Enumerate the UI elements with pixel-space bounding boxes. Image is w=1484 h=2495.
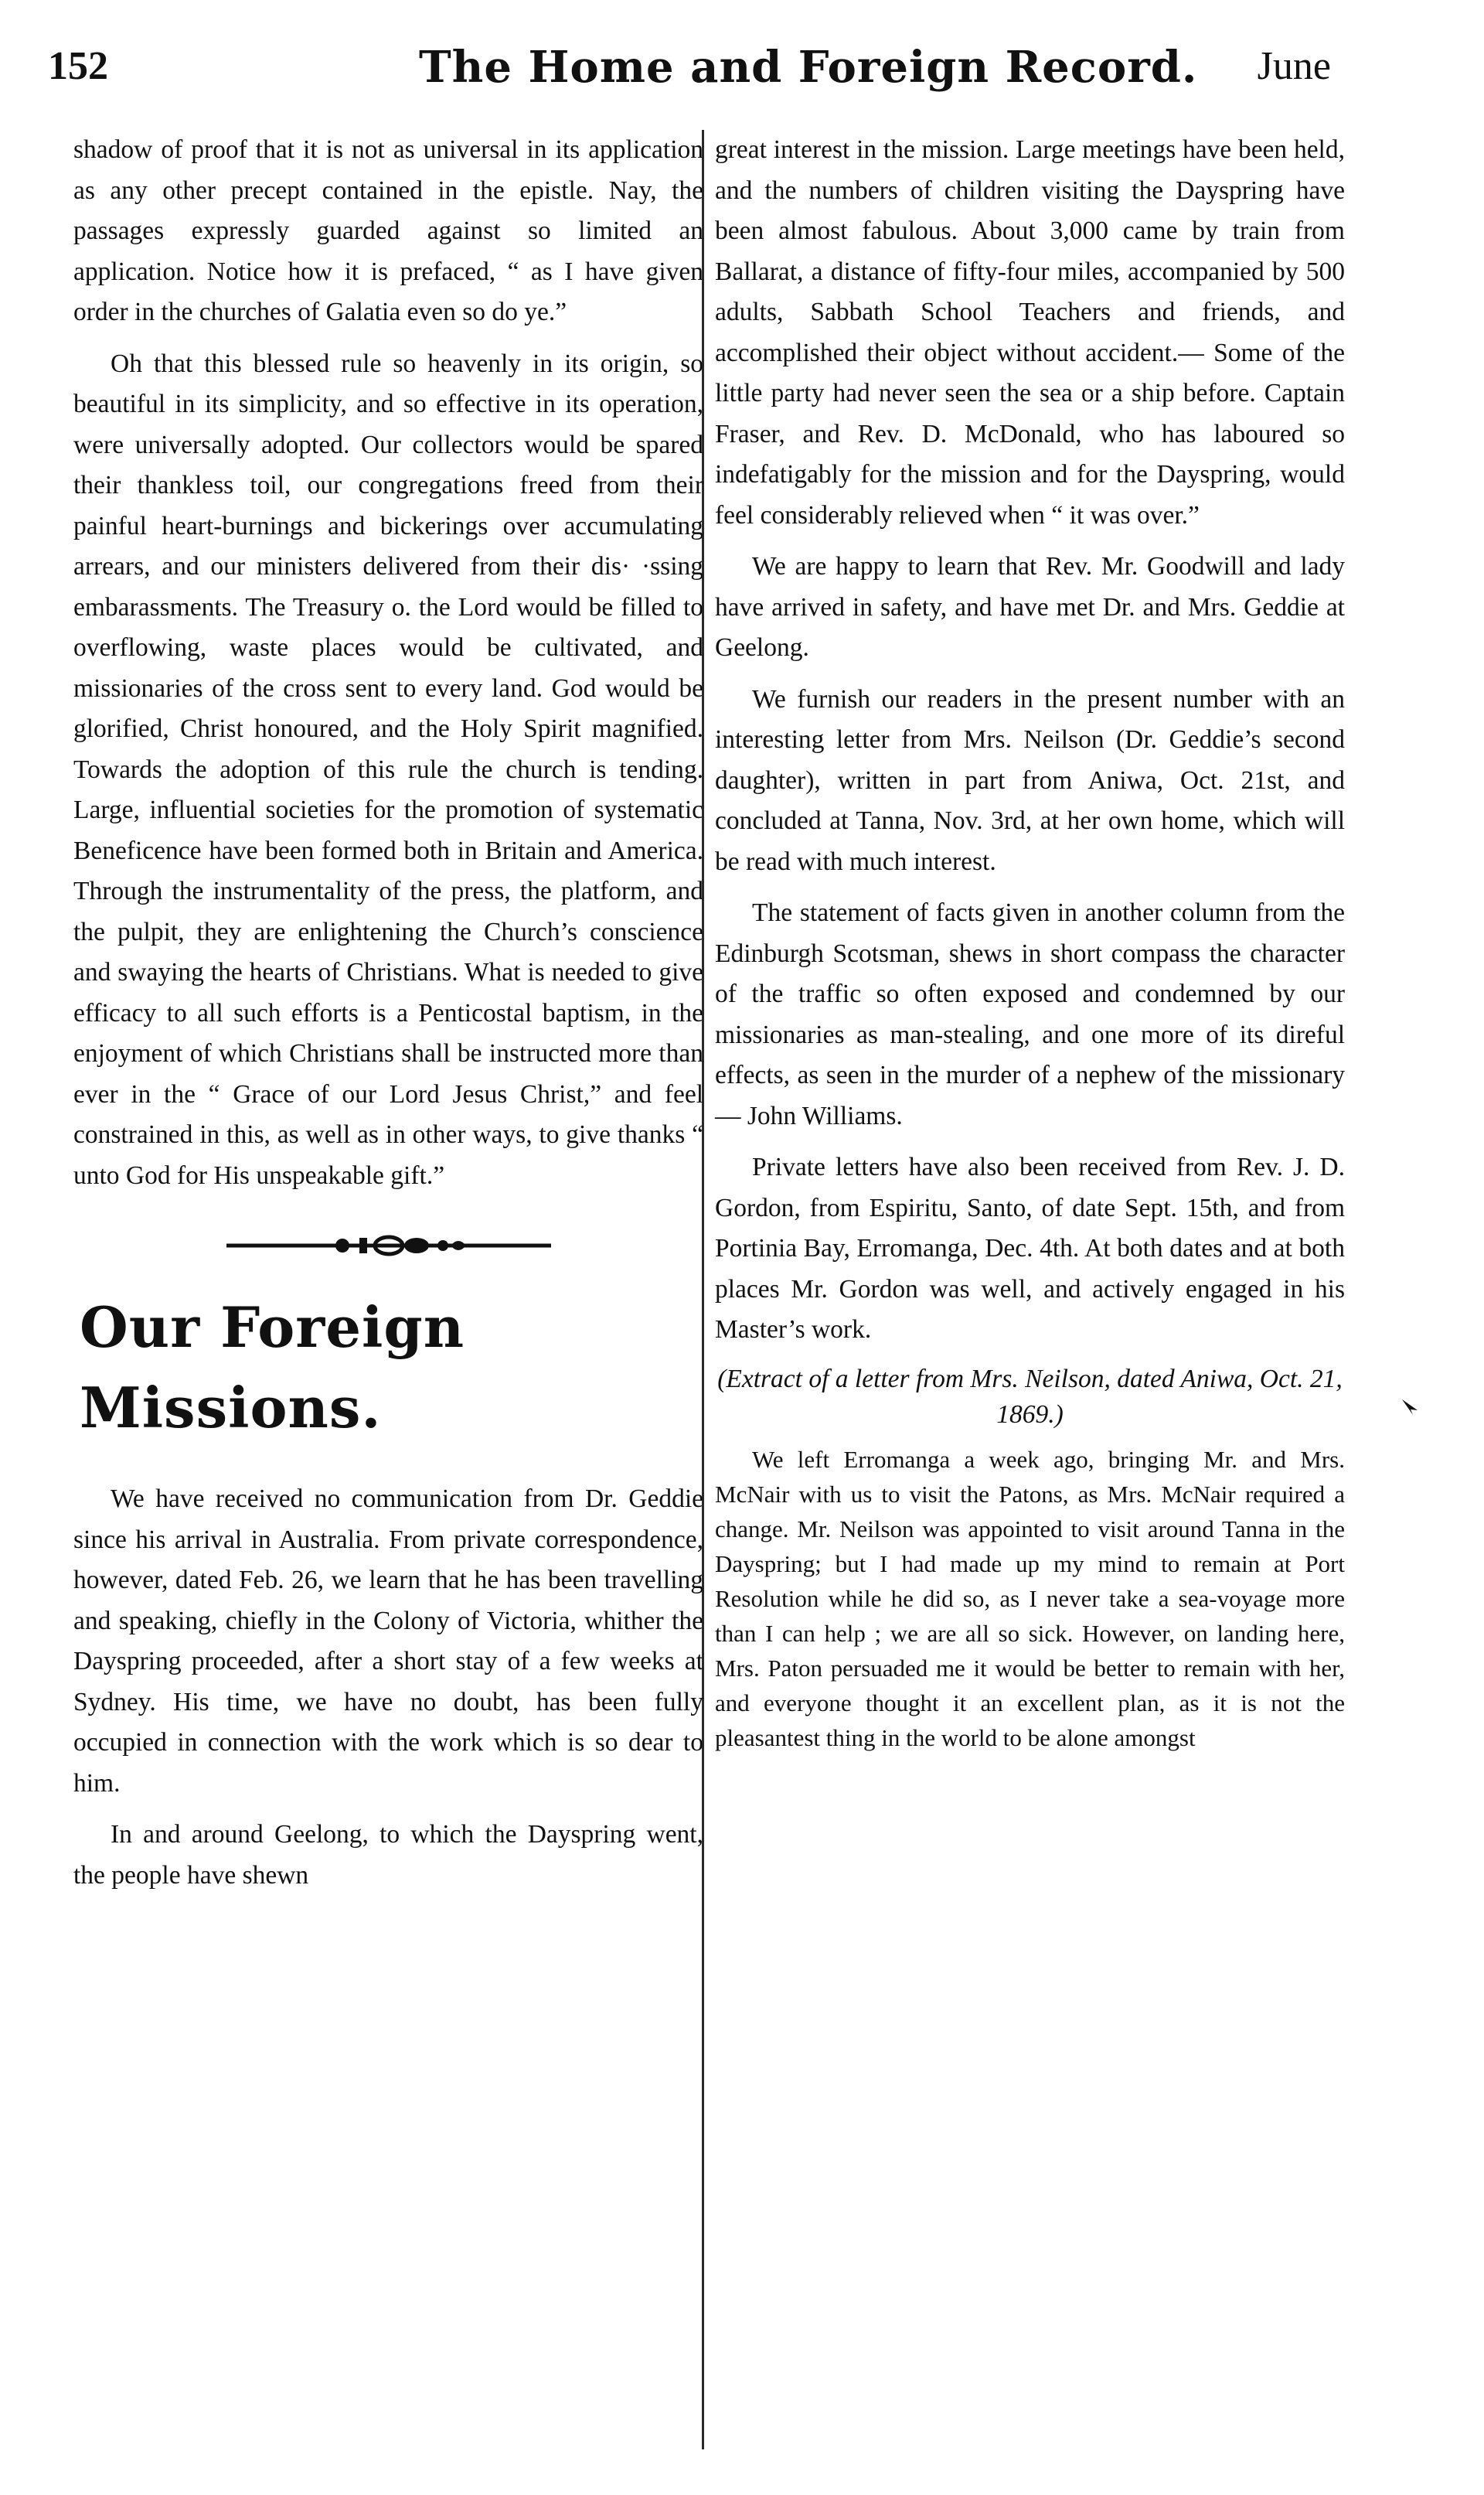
paragraph: Private letters have also been received from Rev. J. D. Gordon, from Espiritu, Santo, of date Sept. 15th, and from Portinia Bay, Erromanga, Dec. 4th. At both dates and at both places Mr. Gordon was well, and actively engaged in his Master’s work. [715,1153,1345,1344]
paragraph: We have received no communication from Dr. Geddie since his arrival in Australia. From private correspondence, however, dated Feb. 26, we learn that he has been travelling and speaking, chiefly in the Colony of Victoria, whither the Dayspring proceeded, after a short stay of a few weeks at Sydney. His time, we have no doubt, has been fully occupied in connection with the work which is so dear to him. [73,1484,703,1798]
journal-title: The Home and Foreign Record. [419,42,1198,93]
scroll-divider-icon [73,1210,703,1281]
page-header [48,43,1331,121]
paragraph: The statement of facts given in another column from the Edinburgh Scotsman, shews in short compass the character of the traffic so often exposed and condemned by our missionaries as man-stealing, and one more of its direful effects, as seen in the murder of a nephew of the missionary— John Williams. [715,898,1345,1130]
left-column [73,130,703,1907]
paragraph: We furnish our readers in the present number with an interesting letter from Mrs. Neilson (Dr. Geddie’s second daughter), written in part from Aniwa, Oct. 21st, and concluded at Tanna, Nov. 3rd, at her own home, which will be read with much interest. [715,684,1345,876]
letter-paragraph: We left Erromanga a week ago, bringing Mr. and Mrs. McNair with us to visit the Patons, as Mrs. McNair required a change. Mr. Neilson was appointed to visit around Tanna in the Dayspring; but I had made up my mind to remain at Port Resolution while he did so, as I never take a sea-voyage more than I can help ; we are all so sick. However, on landing here, Mrs. Paton persuaded me it would be better to remain with her, and everyone thought it an excellent plan, as it is not the pleasantest thing in the world to be alone amongst [715,1445,1345,1751]
section-title: Our Foreign Missions. [80,1294,465,1440]
paragraph: shadow of proof that it is not as universal in its application as any other precept contained in the epistle. Nay, the passages expressly guarded against so limited an application. Notice how it is prefaced, “ as I have given order in the churches of Galatia even so do ye.” [73,135,703,326]
paragraph: We are happy to learn that Rev. Mr. Goodwill and lady have arrived in safety, and have met Dr. and Mrs. Geddie at Geelong. [715,552,1345,662]
paragraph: great interest in the mission. Large meetings have been held, and the numbers of children visiting the Dayspring have been almost fabulous. About 3,000 came by train from Ballarat, a distance of fifty-four miles, accompanied by 500 adults, Sabbath School Teachers and friends, and accomplished their object without accident.— Some of the little party had never seen the sea or a ship before. Captain Fraser, and Rev. D. McDonald, who has laboured so indefatigably for the mission and for the Dayspring, would feel considerably relieved when “ it was over.” [715,135,1345,530]
right-column [715,130,1345,1766]
issue-month: June [1257,44,1331,88]
pointer-arrow-icon [1401,1398,1419,1416]
paragraph: Oh that this blessed rule so heavenly in its origin, so beautiful in its simplicity, and so effective in its operation, were universally adopted. Our collectors would be spared their thankless toil, our congregations freed from their painful heart-burnings and bickerings over accumulating arrears, and our ministers delivered from their dis· ·ssing embarassments. The Treasury o. the Lord would be filled to overflowing, waste places would be cultivated, and missionaries of the cross sent to every land. God would be glorified, Christ honoured, and the Holy Spirit magnified. Towards the adoption of this rule the church is tending. Large, influential societies for the promotion of systematic Beneficence have been formed both in Britain and America. Through the instrumentality of the press, the platform, and the pulpit, they are enlightening the Church’s conscience and swaying the hearts of Christians. What is needed to give efficacy to all such efforts is a Penticostal baptism, in the enjoyment of which Christians shall be instructed more than ever in the “ Grace of our Lord Jesus Christ,” and feel constrained in this, as well as in other ways, to give thanks “ unto God for His unspeakable gift.” [73,349,703,1190]
paragraph: In and around Geelong, to which the Dayspring went, the people have shewn [73,1820,703,1890]
extract-heading: (Extract of a letter from Mrs. Neilson, dated Aniwa, Oct. 21, 1869.) [717,1364,1343,1429]
page-number: 152 [48,44,108,88]
